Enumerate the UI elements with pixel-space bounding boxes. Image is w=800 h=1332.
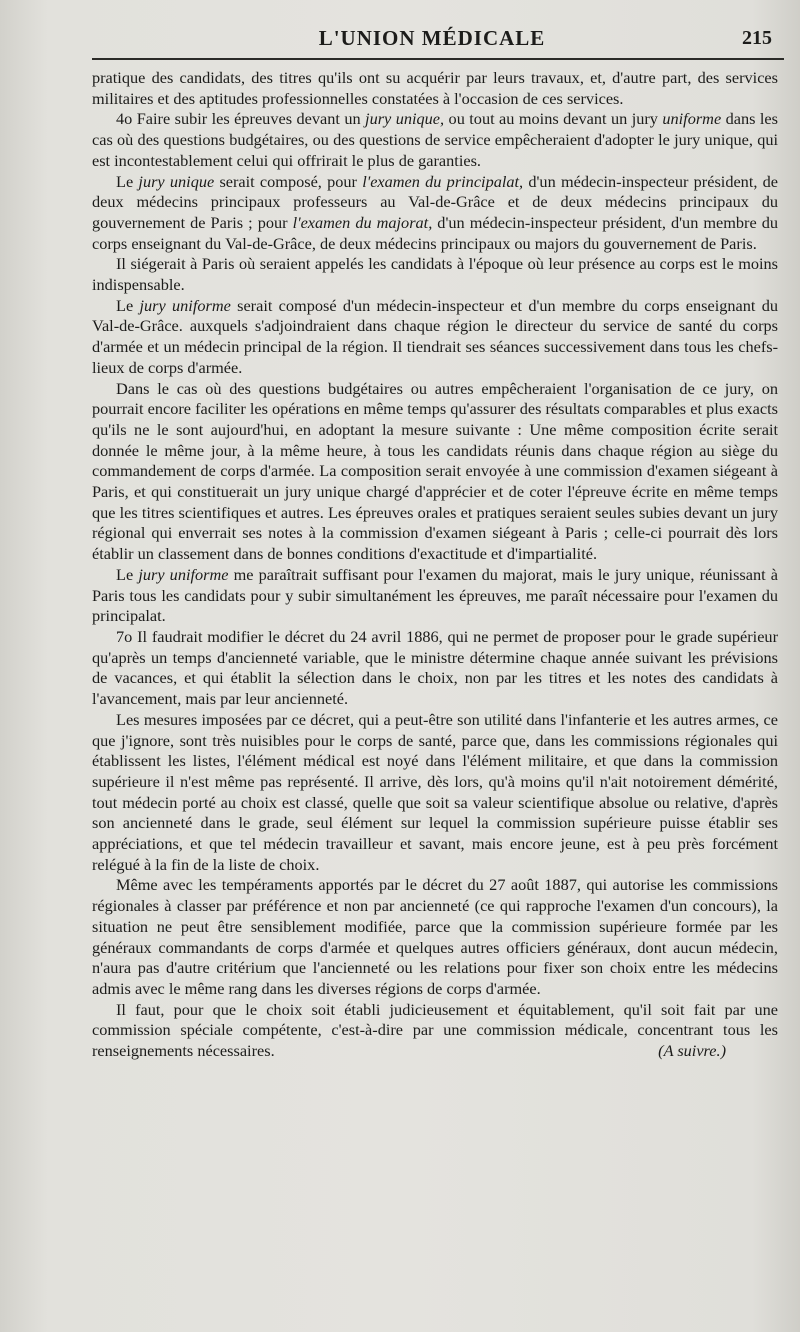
text-run: 4o Faire subir les épreuves devant un: [116, 109, 366, 129]
text-run: serait composé, pour: [214, 171, 363, 191]
paragraph: [92, 875, 778, 999]
text-run: Il siégerait à Paris où seraient appelés les candidats à l'époque où leur présence au corps est le moins indispensable.: [92, 254, 778, 295]
paragraph: [92, 379, 778, 565]
header-rule: [92, 58, 784, 60]
text-run: serait composé d'un médecin-inspecteur et d'un membre du corps enseignant du Val-de-Grâce. auxquels s'adjoindraient dans chaque région le directeur du service de santé du corps d'armée et un médecin principal de la région. Il tiendrait ses séances successivement dans tous les chefs-lieux de corps d'armée.: [92, 295, 779, 377]
italic-text: uniforme: [662, 109, 722, 129]
journal-title: L'UNION MÉDICALE: [318, 26, 546, 50]
page-number: 215: [742, 27, 772, 49]
paragraph: [92, 296, 778, 379]
paragraph: [92, 254, 778, 295]
text-run: dans les cas où des questions budgétaires, ou des questions de service empêcheraient d'adopter le jury unique, qui est incontestablement celui qui offrirait le plus de garanties.: [92, 109, 778, 170]
text-run: Même avec les tempéraments apportés par le décret du 27 août 1887, qui autorise les commissions régionales à classer par préférence et non par ancienneté (ce qui rapproche l'examen d'un concours), la situation ne peut être sensiblement modifiée, parce que la commission supérieure formée par les généraux commandants de corps d'armée et quelques autres officiers généraux, dont aucun médecin, n'aura pas d'autre critérium que l'ancienneté ou les relations pour fixer son choix entre les médecins admis avec le même rang dans les diverses régions de corps d'armée.: [92, 875, 778, 998]
text-run: Il faut, pour que le choix soit établi judicieusement et équitablement, qu'il soit fait par une commission spéciale compétente, c'est-à-dire par une commission médicale, concentrant tous les renseignements nécessaires.: [92, 999, 778, 1061]
paragraph: [92, 1000, 778, 1062]
text-run: d'un médecin-inspecteur président, de deux médecins principaux professeurs au Val-de-Grâce et de deux médecins principaux du gouvernement de Paris ; pour: [92, 171, 779, 232]
text-run: 7o Il faudrait modifier le décret du 24 avril 1886, qui ne permet de proposer pour le grade supérieur qu'après un temps d'ancienneté variable, que le ministre détermine chaque année suivant les prévisions de vacances, et qui établit la sélection dans le choix, non par les titres et les notes des candidats à l'avancement, mais par leur ancienneté.: [92, 626, 778, 709]
italic-text: l'examen du principalat,: [362, 171, 524, 191]
article-body: [92, 68, 778, 1062]
text-run: Le: [116, 171, 139, 191]
page-header: [92, 20, 772, 54]
text-run: Les mesures imposées par ce décret, qui a peut-être son utilité dans l'infanterie et les autres armes, ce que j'ignore, sont très nuisibles pour le corps de santé, parce que, dans les commissions régionales qui établissent les listes, l'élément médical est noyé dans l'élément militaire, et que dans la commission supérieure il n'est même pas représenté. Il arrive, dès lors, qu'à moins qu'il n'ait notoirement démérité, tout médecin porté au choix est classé, quelle que soit sa valeur scientifique absolue ou relative, d'après son ancienneté dans le grade, seul élément sur lequel la commission supérieure puisse établir ses appréciations, et que tel médecin travailleur et savant, mais encore jeune, est à peu près forcément relégué à la fin de la liste de choix.: [92, 709, 778, 874]
paragraph: [92, 627, 778, 710]
paragraph: [92, 172, 778, 255]
text-run: Le: [116, 564, 139, 584]
paragraph: [92, 109, 778, 171]
paragraph: [92, 68, 778, 109]
paragraph: [92, 565, 778, 627]
text-run: d'un médecin-inspecteur président, d'un membre du corps enseignant du Val-de-Grâce, de deux médecins principaux ou majors du gouvernement de Paris.: [92, 212, 779, 253]
to-be-continued: (A suivre.): [658, 1041, 726, 1061]
italic-text: l'examen du majorat,: [292, 212, 433, 232]
italic-text: jury unique,: [365, 109, 445, 129]
text-run: me paraîtrait suffisant pour l'examen du majorat, mais le jury unique, réunissant à Paris tous les candidats pour y subir simultanément les épreuves, me paraît nécessaire pour l'examen du principalat.: [92, 564, 778, 626]
italic-text: jury uniforme: [138, 564, 229, 584]
text-run: Dans le cas où des questions budgétaires ou autres empêcheraient l'organisation de ce jury, on pourrait encore faciliter les opérations en même temps qu'assurer des résultats comparables et plus exacts qu'ils ne le sont aujourd'hui, en adoptant la mesure suivante : Une même composition écrite serait donnée le même jour, à la même heure, à tous les candidats réunis dans chaque région au siège du commandement de corps d'armée. La composition serait envoyée à une commission d'examen siégeant à Paris, et qui constituerait un jury unique chargé d'apprécier et de coter l'épreuve écrite en même temps que les titres scientifiques et autres. Les épreuves orales et pratiques seraient seules subies devant un jury régional qui enverrait ses notes à la commission d'examen siégeant à Paris ; celle-ci pourrait dès lors établir un classement dans de bonnes conditions d'exactitude et d'impartialité.: [92, 378, 778, 564]
text-run: ou tout au moins devant un jury: [444, 109, 663, 129]
paragraph: [92, 710, 778, 876]
text-run: Le: [116, 295, 140, 315]
italic-text: jury unique: [138, 171, 215, 191]
italic-text: jury uniforme: [139, 295, 231, 315]
text-run: pratique des candidats, des titres qu'ils ont su acquérir par leurs travaux, et, d'autre part, des services militaires et des aptitudes professionnelles constatées à l'occasion de ces services.: [92, 68, 778, 108]
